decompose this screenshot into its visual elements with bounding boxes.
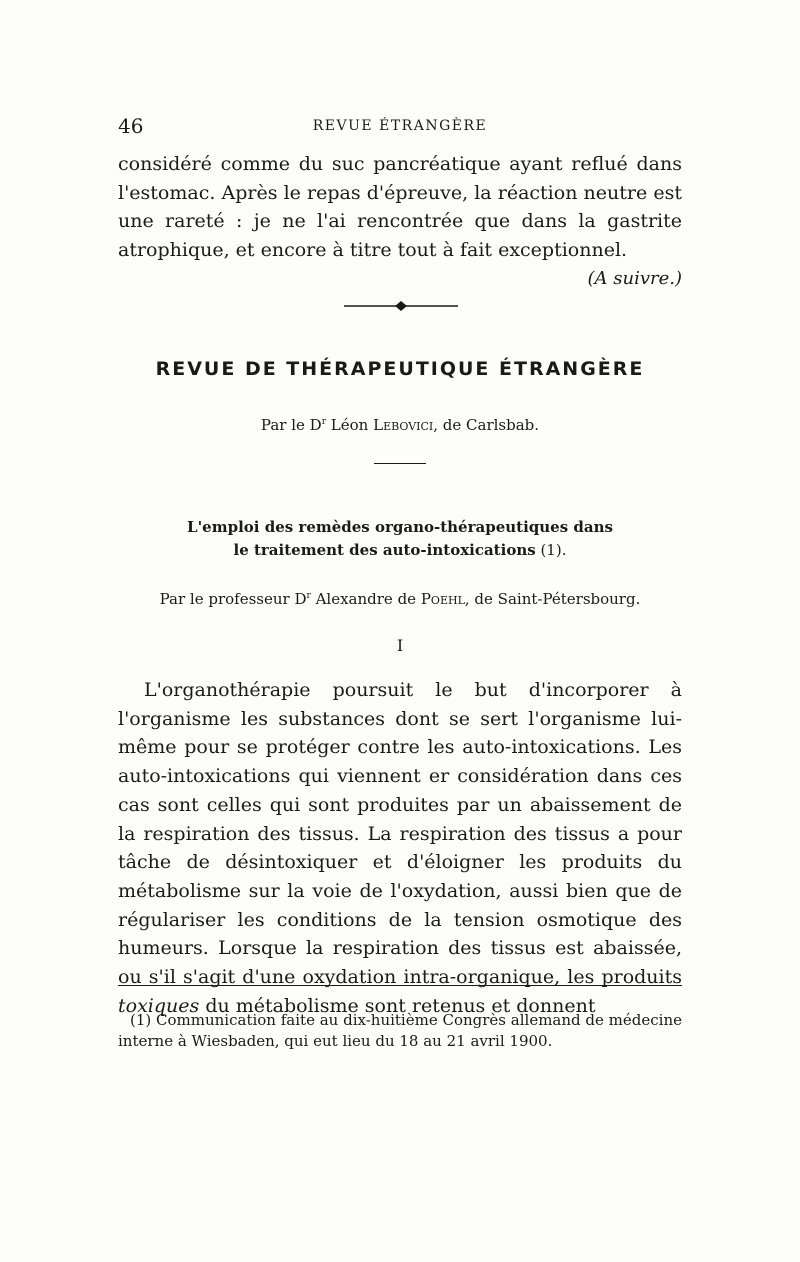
section-byline: [118, 416, 682, 434]
short-rule: [374, 463, 426, 464]
article-byline-first-name: Alexandre de: [315, 590, 417, 608]
article-paragraph: [118, 676, 682, 1020]
article-byline-prefix: Par le professeur D: [159, 590, 307, 608]
article-byline-suffix: , de Saint-Pétersbourg.: [464, 590, 641, 608]
byline-first-name: Léon: [330, 416, 369, 434]
to-be-continued: (A suivre.): [587, 268, 682, 289]
article-byline: [118, 590, 682, 608]
section-title: REVUE DE THÉRAPEUTIQUE ÉTRANGÈRE: [155, 358, 645, 380]
article-byline-surname: Poehl: [420, 590, 465, 608]
article-title-line-2: le traitement des auto-intoxications: [233, 541, 536, 559]
article-body: [118, 676, 682, 1020]
article-byline-sup: r: [306, 591, 311, 601]
article-title-note: (1).: [535, 541, 567, 559]
paragraph-part-a: L'organothérapie poursuit le but d'incorporer à l'organisme les substances dont se sert l'organisme lui-même pour se protéger contre les auto-intoxications. Les auto-intoxications qui viennent er considération dans ces cas sont celles qui sont produites par un abaissement de la respiration des tissus. La respiration des tissus a pour tâche de désintoxiquer et d'éloigner les produits du métabolisme sur la voie de l'oxydation, aussi bien que de régulariser les conditions de la tension osmotique des humeurs. Lorsque la respiration des tissus est abaissée, ou s'il s'agit d'une oxydation intra-organique, les produits: [118, 679, 682, 989]
running-title: REVUE ÉTRANGÈRE: [312, 118, 488, 134]
paragraph-part-b: du métabolisme sont retenus et donnent: [205, 994, 596, 1017]
byline-suffix: , de Carlsbab.: [433, 416, 540, 434]
paragraph-emphasis: toxiques: [118, 994, 200, 1017]
article-title: [118, 516, 682, 562]
article-title-line-1: L'emploi des remèdes organo-thérapeutiques dans: [187, 518, 613, 536]
page-number: 46: [118, 114, 144, 138]
ornament-divider-icon: [344, 300, 458, 312]
byline-sup: r: [321, 417, 327, 427]
byline-prefix: Par le D: [260, 416, 322, 434]
continuation-paragraph: considéré comme du suc pancréatique ayant reflué dans l'estomac. Après le repas d'épreuve, la réaction neutre est une rareté : je ne l'ai rencontrée que dans la gastrite atrophique, et encore à titre tout à fait exceptionnel.: [118, 153, 682, 261]
continuation-block: [118, 150, 682, 264]
byline-surname: Lebovici: [373, 416, 434, 434]
footnote-rule: [118, 985, 682, 986]
section-numeral: I: [396, 636, 404, 655]
footnote: (1) Communication faite au dix-huitième Congrès allemand de médecine interne à Wiesbaden, qui eut lieu du 18 au 21 avril 1900.: [118, 1011, 682, 1050]
running-head: [118, 114, 682, 142]
